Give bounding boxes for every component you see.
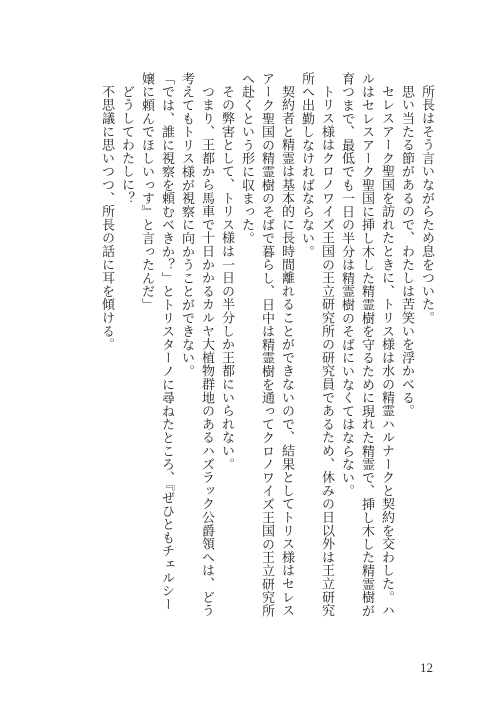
paragraph: セレスアーク聖国を訪れたときに、トリス様は水の精霊ハルナークと契約を交わした。ハルはセレスアーク聖国に挿し木した精霊樹を守るために現れた精霊で、挿し木した精霊樹が育つまで、最低でも一日の半分は精霊樹のそばにいなくてはならない。 bbox=[339, 72, 394, 618]
paragraph: トリス様はクロノワイズ王国の王立研究所の研究員であるため、休みの日以外は王立研究所へ出勤しなければならない。 bbox=[299, 72, 334, 617]
paragraph: 契約者と精霊は基本的に長時間離れることができないので、結果としてトリス様はセレスアーク聖国の精霊樹のそばで暮らし、日中は精霊樹を通ってクロノワイズ王国の王立研究所へ赴くという形に収まった。 bbox=[239, 72, 294, 618]
paragraph: 所長はそう言いながらため息をついた。 bbox=[419, 85, 434, 325]
paragraph: 思い当たる節があるので、わたしは苦笑いを浮かべる。 bbox=[399, 85, 414, 418]
vertical-text-body bbox=[51, 72, 436, 622]
paragraph: 不思議に思いつつ、所長の話に耳を傾ける。 bbox=[99, 85, 114, 351]
paragraph: その弊害として、トリス様は一日の半分しか王都にいられない。 bbox=[219, 85, 234, 471]
paragraph: つまり、王都から馬車で十日かかるカルヤ大植物群地のあるハズラック公爵領へは、どう考えてもトリス様が視察に向かうことができない。 bbox=[179, 72, 214, 617]
paragraph: どうしてわたしに？ bbox=[119, 85, 134, 205]
paragraph-dialogue: 「では、誰に視察を頼むべきか？」とトリスターノに尋ねたところ、『ぜひともチェルシー嬢に頼んでほしいっす』と言ったんだ」 bbox=[139, 72, 174, 611]
page-number: 12 bbox=[420, 660, 433, 675]
